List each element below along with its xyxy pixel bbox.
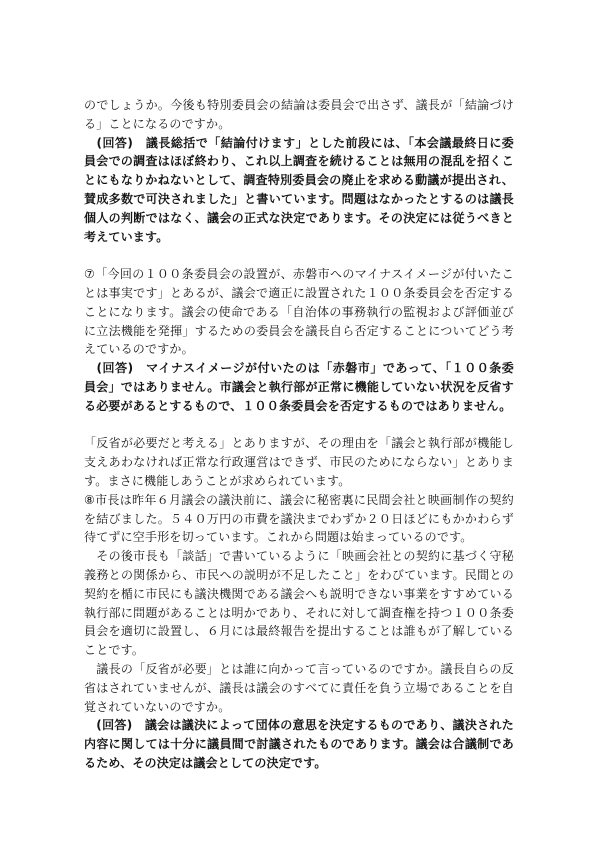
document-body bbox=[84, 96, 514, 773]
paragraph-question-6-continued: のでしょうか。今後も特別委員会の結論は委員会で出さず、議長が「結論づける」ことになるのですか。 bbox=[84, 98, 514, 131]
paragraph-gap bbox=[84, 416, 514, 435]
paragraph-question-7: ⑦「今回の１００条委員会の設置が、赤磐市へのマイナスイメージが付いたことは事実です」とあるが、議会で適正に設置された１００条委員会を否定することになります。議会の使命である「自治体の事務執行の監視および評価並びに立法機能を発揮」するための委員会を議長自ら否定することについてどう考えているのですか。 bbox=[84, 267, 514, 357]
paragraph-answer-8: (回答) 議会は議決によって団体の意思を決定するものであり、議決された内容に関しては十分に議員間で討議されたものであります。議会は合議制であるため、その決定は議会としての決定です。 bbox=[84, 718, 514, 770]
paragraph-question-8-chair-responsibility: 議長の「反省が必要」とは誰に向かって言っているのですか。議長自らの反省はされていませんが、議長は議会のすべてに責任を負う立場であることを自覚されていないのですか。 bbox=[84, 661, 514, 714]
paragraph-answer-6: (回答) 議長総括で「結論付けます」とした前段には、「本会議最終日に委員会での調査はほぼ終わり、これ以上調査を続けることは無用の混乱を招くことにもなりかねないとして、調査特別委員会の廃止を求める動議が提出され、賛成多数で可決されました」と書いています。問題はなかったとするのは議長個人の判断ではなく、議会の正式な決定であります。その決定には従うべきと考えています。 bbox=[84, 135, 514, 244]
paragraph-answer-7: (回答) マイナスイメージが付いたのは「赤磐市」であって、「１００条委員会」ではありません。市議会と執行部が正常に機能していない状況を反省する必要があるとするもので、１００条委員会を否定するものではありません。 bbox=[84, 361, 514, 413]
paragraph-question-8: ⑧市長は昨年６月議会の議決前に、議会に秘密裏に民間会社と映画制作の契約を結びました。５４０万円の市費を議決までわずか２０日ほどにもかかわらず待てずに空手形を切っています。これから問題は始まっているのです。 bbox=[84, 492, 514, 545]
paragraph-reflection-note: 「反省が必要だと考える」とありますが、その理由を「議会と執行部が機能し支えあわなければ正常な行政運営はできず、市民のためにならない」とあります。まさに機能しあうことが求められています。 bbox=[84, 436, 514, 488]
paragraph-question-8-mayor-statement: その後市長も「談話」で書いているように「映画会社との契約に基づく守秘義務との関係から、市民への説明が不足したこと」をわびています。民間との契約を楯に市民にも議決機関である議会へも説明できない事業をすすめている執行部に問題があることは明かであり、それに対して調査権を持つ１００条委員会を適切に設置し、６月には最終報告を提出することは誰もが了解していることです。 bbox=[84, 549, 514, 658]
paragraph-gap bbox=[84, 246, 514, 265]
